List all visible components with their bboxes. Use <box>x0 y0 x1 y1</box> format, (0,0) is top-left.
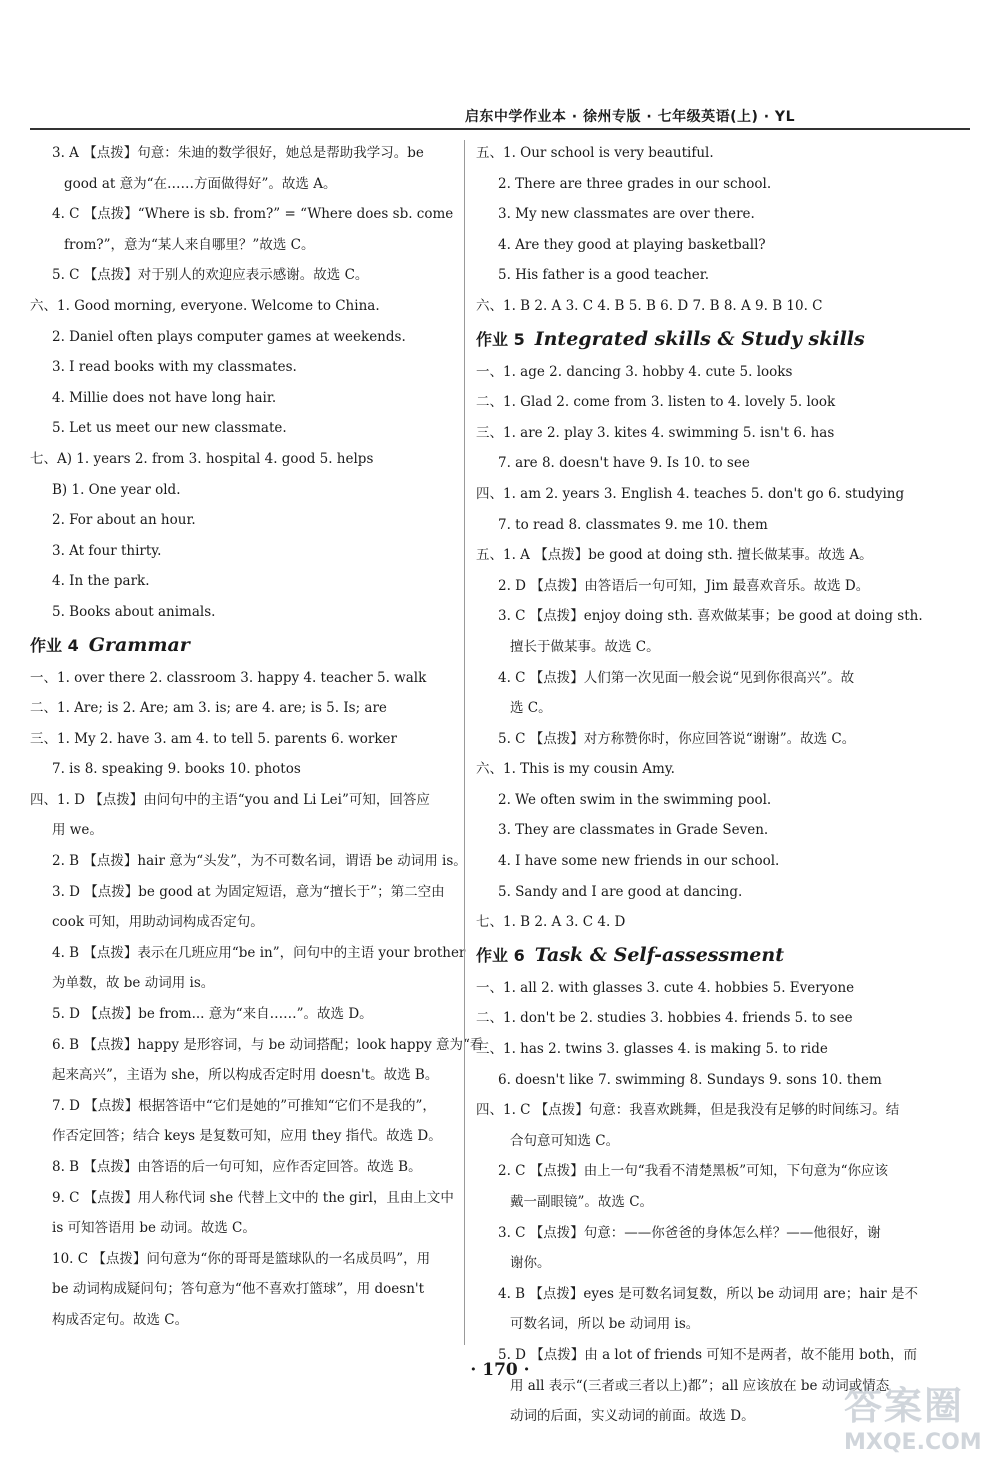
section-label: 作业 6 <box>476 945 525 965</box>
watermark-logo <box>844 1375 994 1465</box>
answer-line: 5. Let us meet our new classmate. <box>52 420 287 437</box>
answer-line: 7. are 8. doesn't have 9. Is 10. to see <box>498 455 750 472</box>
answer-line: 3. A 【点拨】句意：朱迪的数学很好，她总是帮助我学习。be <box>52 145 424 161</box>
section-title: Task & Self-assessment <box>534 943 784 966</box>
answer-line: 3. My new classmates are over there. <box>498 206 755 223</box>
answer-line: 选 C。 <box>510 700 552 717</box>
section-heading <box>30 628 458 663</box>
answer-line: 3. At four thirty. <box>52 542 162 559</box>
answer-line: 作否定回答；结合 keys 是复数可知，应用 they 指代。故选 D。 <box>52 1128 442 1145</box>
answer-line: 6. doesn't like 7. swimming 8. Sundays 9. sons 10. them <box>498 1071 882 1088</box>
answer-line: 三、1. My 2. have 3. am 4. to tell 5. parents 6. worker <box>30 730 397 747</box>
answer-line: 4. C 【点拨】人们第一次见面一般会说“见到你很高兴”。故 <box>498 669 855 686</box>
answer-line: 用 we。 <box>52 822 103 839</box>
answer-line: 六、1. B 2. A 3. C 4. B 5. B 6. D 7. B 8. A 9. B 10. C <box>476 297 823 314</box>
answer-line: 4. In the park. <box>52 573 150 590</box>
section-label: 作业 4 <box>30 635 79 655</box>
answer-line: 5. Sandy and I are good at dancing. <box>498 883 743 900</box>
answer-line: 一、1. over there 2. classroom 3. happy 4. teacher 5. walk <box>30 669 427 686</box>
answer-line: 5. Books about animals. <box>52 603 216 620</box>
answer-line: 二、1. don't be 2. studies 3. hobbies 4. friends 5. to see <box>476 1010 853 1027</box>
answer-line: 用 all 表示“(三者或三者以上)都”；all 应该放在 be 动词或情态 <box>510 1377 890 1394</box>
answer-line: 七、1. B 2. A 3. C 4. D <box>476 914 626 931</box>
answer-line: 8. B 【点拨】由答语的后一句可知，应作否定回答。故选 B。 <box>52 1159 422 1175</box>
answer-line: 4. Are they good at playing basketball? <box>498 236 766 253</box>
answer-line: 二、1. Are; is 2. Are; am 3. is; are 4. are; is 5. Is; are <box>30 700 387 717</box>
answer-line: 5. His father is a good teacher. <box>498 267 710 284</box>
answer-line: 构成否定句。故选 C。 <box>52 1311 189 1328</box>
section-heading <box>476 938 908 973</box>
answer-line: 三、1. has 2. twins 3. glasses 4. is making 5. to ride <box>476 1041 828 1058</box>
answer-line: good at 意为“在……方面做得好”。故选 A。 <box>64 175 337 192</box>
watermark-text-top: 答案圈 <box>844 1384 965 1428</box>
answer-line: 六、1. This is my cousin Amy. <box>476 761 675 778</box>
watermark-text-bottom: MXQE.COM <box>844 1430 982 1455</box>
answer-line: 10. C 【点拨】问句意为“你的哥哥是篮球队的一名成员吗”，用 <box>52 1250 431 1267</box>
answer-line: 5. C 【点拨】对于别人的欢迎应表示感谢。故选 C。 <box>52 267 369 284</box>
answer-line: 一、1. all 2. with glasses 3. cute 4. hobbies 5. Everyone <box>476 979 855 996</box>
answer-line: 2. For about an hour. <box>52 512 196 529</box>
answer-line: 为单数，故 be 动词用 is。 <box>52 975 215 992</box>
answer-line: 四、1. C 【点拨】句意：我喜欢跳舞，但是我没有足够的时间练习。结 <box>476 1102 900 1119</box>
right-column <box>476 138 923 1432</box>
answer-line: 5. D 【点拨】由 a lot of friends 可知不是两者，故不能用 both，而 <box>498 1346 917 1363</box>
answer-line: 4. Millie does not have long hair. <box>52 389 277 406</box>
answer-line: 谢你。 <box>510 1255 551 1272</box>
answer-line: 擅长于做某事。故选 C。 <box>510 638 660 655</box>
answer-line: 六、1. Good morning, everyone. Welcome to China. <box>30 297 380 314</box>
answer-line: 7. D 【点拨】根据答语中“它们是她的”可推知“它们不是我的”， <box>52 1097 436 1114</box>
answer-line: be 动词构成疑问句；答句意为“他不喜欢打篮球”，用 doesn't <box>52 1281 425 1298</box>
answer-line: 7. to read 8. classmates 9. me 10. them <box>498 516 768 533</box>
answer-line: 二、1. Glad 2. come from 3. listen to 4. lovely 5. look <box>476 394 836 411</box>
answer-line: 4. B 【点拨】表示在几班应用“be in”，问句中的主语 your brother <box>52 944 466 961</box>
answer-line: 3. C 【点拨】enjoy doing sth. 喜欢做某事；be good at doing sth. <box>498 608 923 625</box>
answer-line: 2. B 【点拨】hair 意为“头发”，为不可数名词，谓语 be 动词用 is。 <box>52 853 467 870</box>
section-heading <box>476 322 908 357</box>
answer-line: cook 可知，用助动词构成否定句。 <box>52 914 264 931</box>
answer-line: 戴一副眼镜”。故选 C。 <box>510 1194 654 1210</box>
answer-line: 起来高兴”，主语为 she，所以构成否定时用 doesn't。故选 B。 <box>52 1067 439 1084</box>
page-number: · 170 · <box>470 1360 530 1380</box>
page-header: 启东中学作业本 · 徐州专版 · 七年级英语(上) · YL <box>464 109 795 125</box>
answer-line: 3. I read books with my classmates. <box>52 359 297 376</box>
header-rule <box>30 128 970 130</box>
answer-line: from?”，意为“某人来自哪里？”故选 C。 <box>64 236 315 253</box>
answer-line: 五、1. Our school is very beautiful. <box>476 145 714 161</box>
answer-line: 3. C 【点拨】句意：——你爸爸的身体怎么样？——他很好，谢 <box>498 1224 881 1241</box>
answer-line: 6. B 【点拨】happy 是形容词，与 be 动词搭配；look happy 意为“看 <box>52 1036 484 1053</box>
answer-line: 七、A) 1. years 2. from 3. hospital 4. good 5. helps <box>30 450 374 467</box>
column-divider <box>464 140 465 1345</box>
answer-line: 动词的后面，实义动词的前面。故选 D。 <box>510 1408 755 1425</box>
answer-line: 3. They are classmates in Grade Seven. <box>498 822 769 839</box>
answer-line: is 可知答语用 be 动词。故选 C。 <box>52 1220 256 1237</box>
answer-line: 三、1. are 2. play 3. kites 4. swimming 5. isn't 6. has <box>476 424 835 441</box>
answer-line: 可数名词，所以 be 动词用 is。 <box>510 1316 700 1333</box>
answer-line: 2. C 【点拨】由上一句“我看不清楚黑板”可知，下句意为“你应该 <box>498 1163 888 1180</box>
answer-line: 5. D 【点拨】be from... 意为“来自……”。故选 D。 <box>52 1006 373 1023</box>
answer-line: 四、1. D 【点拨】由问句中的主语“you and Li Lei”可知，回答应 <box>30 791 430 808</box>
answer-line: 3. D 【点拨】be good at 为固定短语，意为“擅长于”；第二空由 <box>52 883 445 900</box>
answer-line: 7. is 8. speaking 9. books 10. photos <box>52 761 301 778</box>
answer-line: 2. D 【点拨】由答语后一句可知，Jim 最喜欢音乐。故选 D。 <box>498 577 870 594</box>
answer-line: 2. There are three grades in our school. <box>498 175 772 192</box>
answer-line: 5. C 【点拨】对方称赞你时，你应回答说“谢谢”。故选 C。 <box>498 730 856 747</box>
answer-line: 4. B 【点拨】eyes 是可数名词复数，所以 be 动词用 are；hair 是不 <box>498 1285 919 1302</box>
answer-line: 2. Daniel often plays computer games at weekends. <box>52 328 406 345</box>
answer-line: 五、1. A 【点拨】be good at doing sth. 擅长做某事。故选 A。 <box>476 547 873 564</box>
left-column <box>30 138 484 1336</box>
section-title: Integrated skills & Study skills <box>534 327 865 350</box>
answer-line: B) 1. One year old. <box>52 481 181 498</box>
answer-line: 2. We often swim in the swimming pool. <box>498 791 772 808</box>
section-label: 作业 5 <box>476 329 525 349</box>
answer-line: 合句意可知选 C。 <box>510 1132 620 1149</box>
answer-line: 4. C 【点拨】“Where is sb. from?” = “Where does sb. come <box>52 206 454 223</box>
section-title: Grammar <box>88 633 190 656</box>
answer-line: 一、1. age 2. dancing 3. hobby 4. cute 5. looks <box>476 363 793 380</box>
answer-line: 4. I have some new friends in our school. <box>498 853 780 870</box>
answer-line: 9. C 【点拨】用人称代词 she 代替上文中的 the girl，且由上文中 <box>52 1189 454 1206</box>
answer-line: 四、1. am 2. years 3. English 4. teaches 5. don't go 6. studying <box>476 485 905 502</box>
